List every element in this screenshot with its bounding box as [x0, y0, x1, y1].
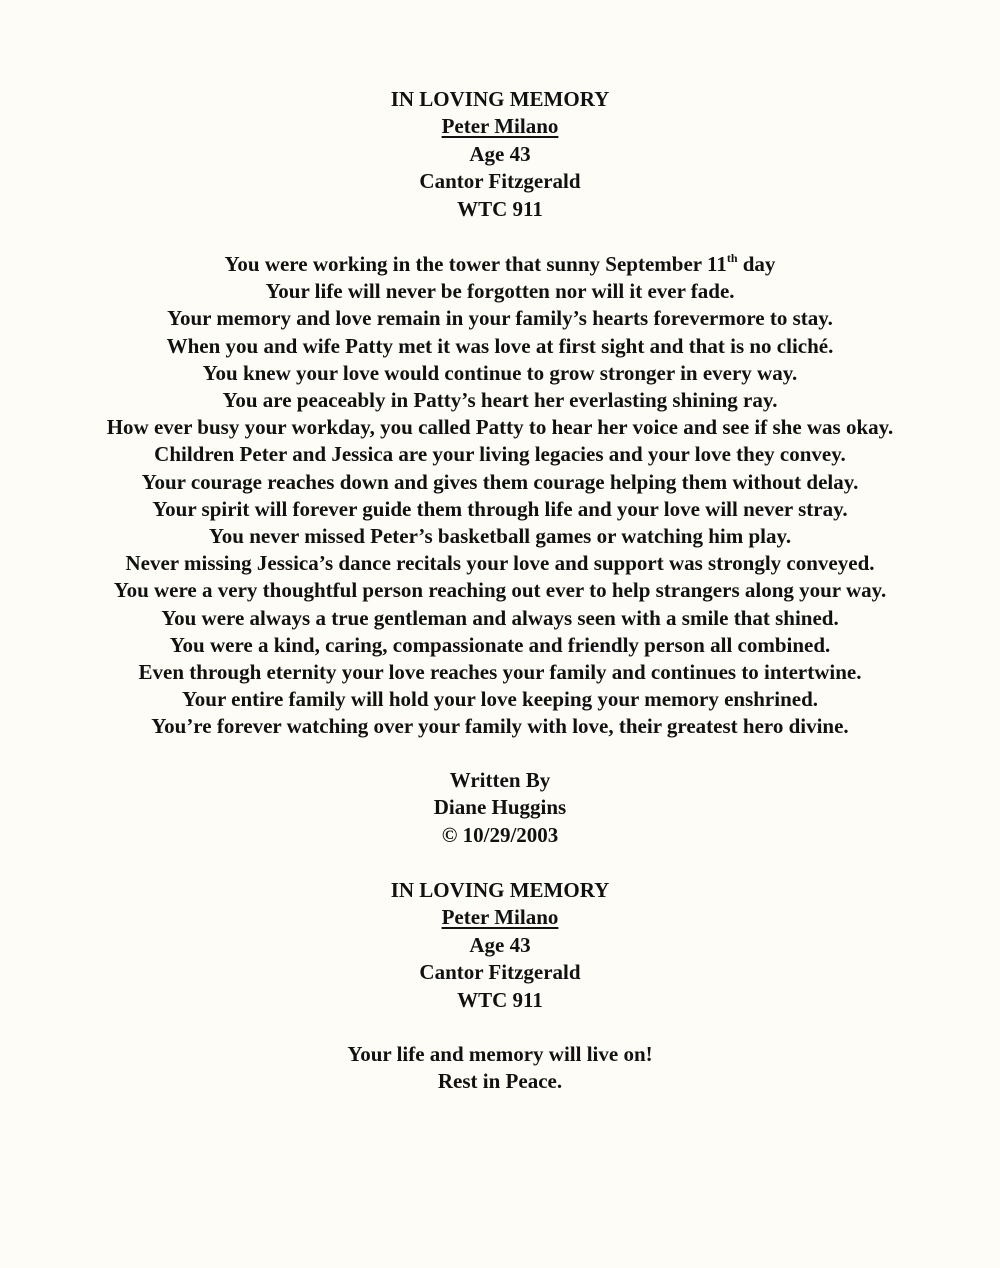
memorial-age: Age 43 [469, 932, 531, 957]
poem-line: Your entire family will hold your love keeping your memory enshrined. [181, 687, 819, 712]
poem-line: Even through eternity your love reaches your family and continues to intertwine. [138, 660, 862, 685]
memorial-name: Peter Milano [441, 114, 559, 139]
memorial-event: WTC 911 [457, 987, 543, 1012]
poem-line: Your life will never be forgotten nor will it ever fade. [265, 279, 735, 304]
poem-line: You never missed Peter’s basketball games or watching him play. [208, 524, 792, 549]
poem-line: You are peaceably in Patty’s heart her everlasting shining ray. [222, 388, 778, 413]
poem-line: You’re forever watching over your family with love, their greatest hero divine. [151, 714, 849, 739]
poem [0, 251, 1000, 741]
closing [0, 1041, 1000, 1096]
poem-line-superscript: th [726, 251, 738, 265]
memorial-title: IN LOVING MEMORY [390, 878, 610, 902]
author-name: Diane Huggins [433, 795, 567, 820]
poem-line: You were a very thoughtful person reaching out ever to help strangers along your way. [113, 578, 887, 603]
poem-line: You were a kind, caring, compassionate and friendly person all combined. [169, 632, 831, 657]
poem-line-text-end: day [737, 252, 776, 276]
poem-line: When you and wife Patty met it was love at first sight and that is no cliché. [166, 333, 834, 358]
poem-line: Never missing Jessica’s dance recitals your love and support was strongly conveyed. [125, 551, 875, 576]
memorial-name: Peter Milano [441, 905, 559, 930]
memorial-title: IN LOVING MEMORY [390, 87, 610, 111]
poem-line: How ever busy your workday, you called Patty to hear her voice and see if she was okay. [106, 415, 894, 440]
closing-line: Your life and memory will live on! [347, 1042, 653, 1066]
poem-line: Your courage reaches down and gives them courage helping them without delay. [141, 469, 859, 494]
memorial-event: WTC 911 [457, 196, 543, 221]
memorial-header-top [0, 86, 1000, 223]
poem-line [0, 251, 1000, 278]
poem-line: Children Peter and Jessica are your living legacies and your love they convey. [154, 442, 846, 467]
poem-line: You knew your love would continue to grow stronger in every way. [202, 360, 798, 385]
written-by-label: Written By [449, 768, 551, 792]
closing-line: Rest in Peace. [437, 1069, 563, 1094]
memorial-header-bottom [0, 877, 1000, 1014]
memorial-company: Cantor Fitzgerald [419, 169, 581, 194]
poem-line-text: You were working in the tower that sunny September 11 [224, 252, 727, 276]
memorial-company: Cantor Fitzgerald [419, 960, 581, 985]
poem-line: Your spirit will forever guide them through life and your love will never stray. [152, 496, 848, 521]
memorial-age: Age 43 [469, 141, 531, 166]
copyright-date: © 10/29/2003 [441, 822, 559, 847]
credits [0, 767, 1000, 849]
poem-line: Your memory and love remain in your family’s hearts forevermore to stay. [167, 306, 833, 331]
poem-line: You were always a true gentleman and always seen with a smile that shined. [161, 605, 839, 630]
